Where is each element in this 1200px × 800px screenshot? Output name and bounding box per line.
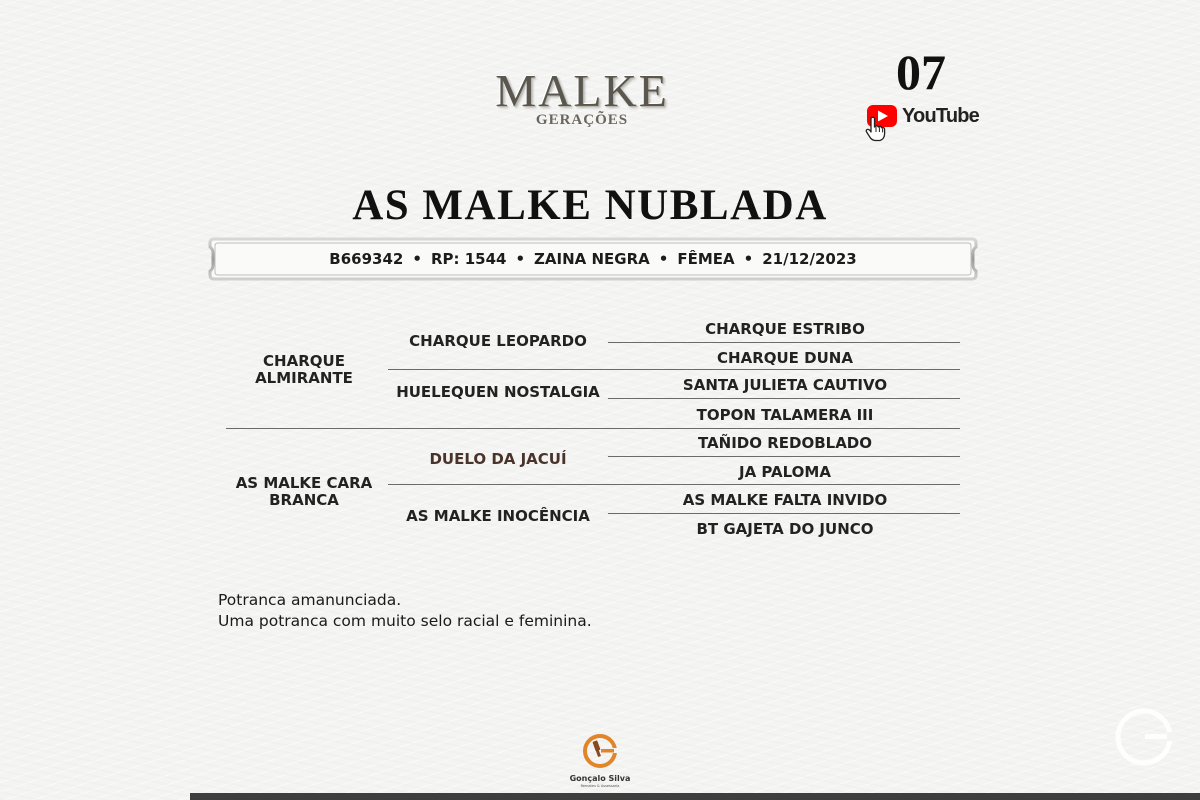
company-name: Gonçalo Silva — [569, 774, 631, 783]
info-banner — [208, 237, 978, 281]
horse-name-title: AS MALKE NUBLADA — [352, 182, 828, 229]
pedigree-great-grandparent: BT GAJETA DO JUNCO — [696, 520, 874, 538]
notes — [218, 590, 592, 632]
note-line: Potranca amanunciada. — [218, 591, 402, 609]
pedigree-great-grandparent: CHARQUE DUNA — [717, 349, 853, 367]
pedigree-sire-sire: CHARQUE LEOPARDO — [409, 332, 587, 350]
separator-dot: • — [743, 250, 754, 268]
pedigree-great-grandparent: TOPON TALAMERA III — [696, 406, 874, 424]
watermark-g-icon — [1112, 705, 1176, 773]
rp-number: RP: 1544 — [430, 250, 507, 268]
pedigree-sire-dam: HUELEQUEN NOSTALGIA — [396, 383, 600, 401]
bottom-bar — [190, 793, 1200, 800]
pedigree-dam: AS MALKE CARA BRANCA — [235, 474, 373, 509]
company-subtitle: Remates & Assessoria — [580, 784, 620, 788]
registry-number: B669342 — [329, 250, 404, 268]
pedigree-dam-dam: AS MALKE INOCÊNCIA — [406, 507, 590, 525]
separator-dot: • — [658, 250, 669, 268]
sex: FÊMEA — [677, 250, 735, 268]
youtube-play-icon — [866, 104, 898, 128]
pedigree-divider — [608, 513, 960, 514]
pedigree-divider-main — [226, 428, 960, 429]
pedigree-great-grandparent: SANTA JULIETA CAUTIVO — [682, 376, 888, 394]
coat-color: ZAINA NEGRA — [534, 250, 650, 268]
info-line — [208, 237, 978, 281]
youtube-label: YouTube — [902, 105, 979, 127]
birth-date: 21/12/2023 — [762, 250, 857, 268]
logo-main-text: MALKE — [495, 65, 669, 116]
pedigree-divider — [388, 484, 960, 485]
separator-dot: • — [412, 250, 422, 268]
pedigree-great-grandparent: CHARQUE ESTRIBO — [705, 320, 865, 338]
pedigree-great-grandparent: TAÑIDO REDOBLADO — [697, 434, 873, 452]
pedigree-divider — [608, 398, 960, 399]
lot-number: 07 — [896, 44, 946, 100]
goncalo-silva-logo — [560, 733, 640, 789]
note-line: Uma potranca com muito selo racial e feminina. — [218, 612, 592, 630]
pedigree-dam-sire: DUELO DA JACUÍ — [429, 450, 567, 468]
pedigree-great-grandparent: JA PALOMA — [739, 463, 831, 481]
malke-logo — [480, 66, 684, 127]
youtube-link[interactable] — [866, 104, 979, 140]
pointer-hand-icon — [864, 116, 886, 142]
separator-dot: • — [515, 250, 526, 268]
pedigree-divider — [608, 342, 960, 343]
pedigree-great-grandparent: AS MALKE FALTA INVIDO — [682, 491, 888, 509]
g-gavel-icon — [578, 733, 622, 769]
pedigree-divider — [608, 456, 960, 457]
pedigree-sire: CHARQUE ALMIRANTE — [255, 352, 353, 387]
logo-sub-text: GERAÇÕES — [535, 112, 629, 128]
pedigree-divider — [388, 369, 960, 370]
